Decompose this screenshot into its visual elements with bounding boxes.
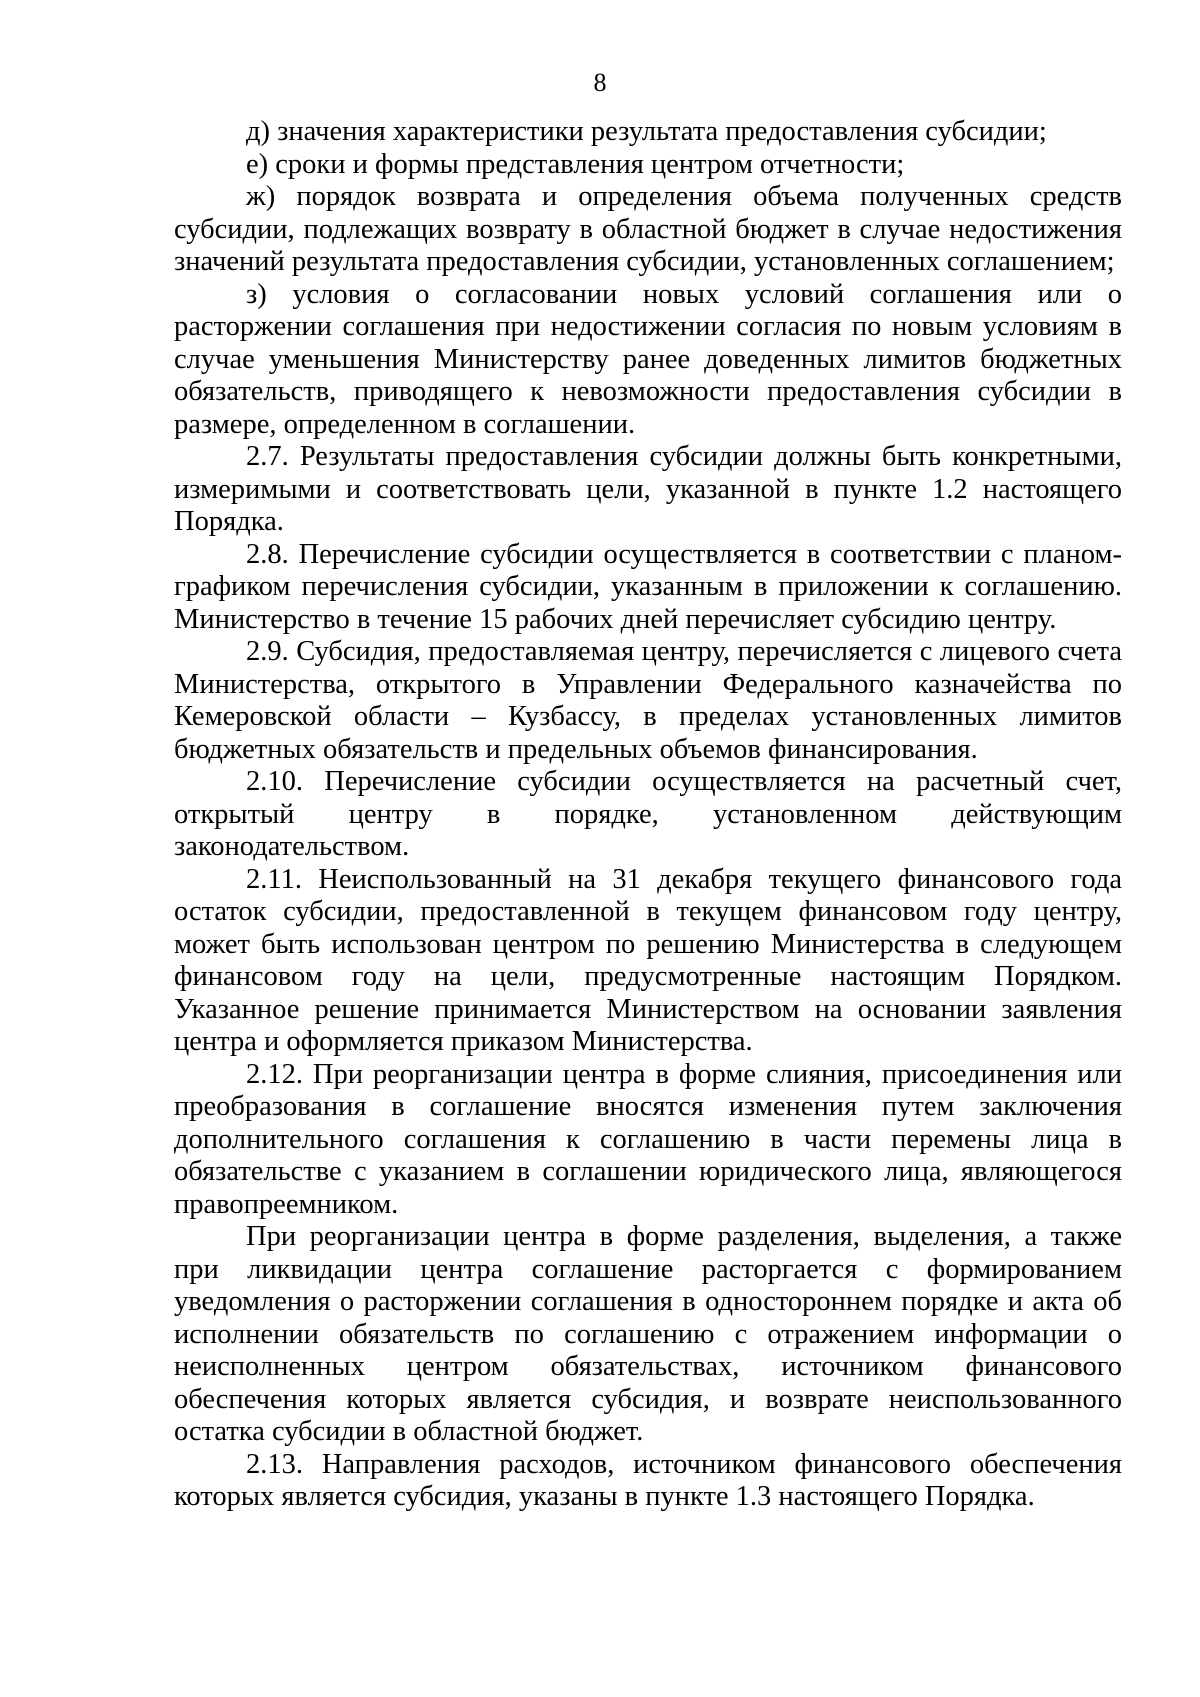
page-number: 8	[593, 68, 607, 97]
paragraph-reorganization: При реорганизации центра в форме разделения, выделения, а также при ликвидации центра соглашение расторгается с формированием уведомления о расторжении соглашения в одностороннем порядке и акта об исполнении обязательств по соглашению с отражением информации о неисполненных центром обязательствах, источником финансового обеспечения которых является субсидия, и возврате неиспользованного остатка субсидии в областной бюджет.	[174, 1221, 1122, 1447]
paragraph-2-11: 2.11. Неиспользованный на 31 декабря текущего финансового года остаток субсидии, предоставленной в текущем финансовом году центру, может быть использован центром по решению Министерства в следующем финансовом году на цели, предусмотренные настоящим Порядком. Указанное решение принимается Министерством на основании заявления центра и оформляется приказом Министерства.	[174, 863, 1122, 1057]
document-body	[174, 116, 1122, 1514]
paragraph-e-reporting-terms: е) сроки и формы представления центром отчетности;	[246, 148, 905, 180]
paragraph-z-new-conditions: з) условия о согласовании новых условий соглашения или о расторжении соглашения при недостижении согласия по новым условиям в случае уменьшения Министерству ранее доведенных лимитов бюджетных обязательств, приводящего к невозможности предоставления субсидии в размере, определенном в соглашении.	[174, 278, 1122, 440]
paragraph-2-9: 2.9. Субсидия, предоставляемая центру, перечисляется с лицевого счета Министерства, открытого в Управлении Федерального казначейства по Кемеровской области – Кузбассу, в пределах установленных лимитов бюджетных обязательств и предельных объемов финансирования.	[174, 636, 1122, 765]
paragraph-d-result-values: д) значения характеристики результата предоставления субсидии;	[246, 116, 1047, 147]
paragraph-zh-return-procedure: ж) порядок возврата и определения объема полученных средств субсидии, подлежащих возврату в областной бюджет в случае недостижения значений результата предоставления субсидии, установленных соглашением;	[174, 181, 1122, 277]
paragraph-2-12: 2.12. При реорганизации центра в форме слияния, присоединения или преобразования в соглашение вносятся изменения путем заключения дополнительного соглашения к соглашению в части перемены лица в обязательстве с указанием в соглашении юридического лица, являющегося правопреемником.	[174, 1058, 1122, 1220]
paragraph-2-10: 2.10. Перечисление субсидии осуществляется на расчетный счет, открытый центру в порядке, установленном действующим законодательством.	[174, 766, 1122, 862]
paragraph-2-13: 2.13. Направления расходов, источником финансового обеспечения которых является субсидия, указаны в пункте 1.3 настоящего Порядка.	[174, 1448, 1122, 1512]
paragraph-2-7: 2.7. Результаты предоставления субсидии должны быть конкретными, измеримыми и соответствовать цели, указанной в пункте 1.2 настоящего Порядка.	[174, 441, 1122, 537]
paragraph-2-8: 2.8. Перечисление субсидии осуществляется в соответствии с планом-графиком перечисления субсидии, указанным в приложении к соглашению. Министерство в течение 15 рабочих дней перечисляет субсидию центру.	[174, 538, 1122, 635]
